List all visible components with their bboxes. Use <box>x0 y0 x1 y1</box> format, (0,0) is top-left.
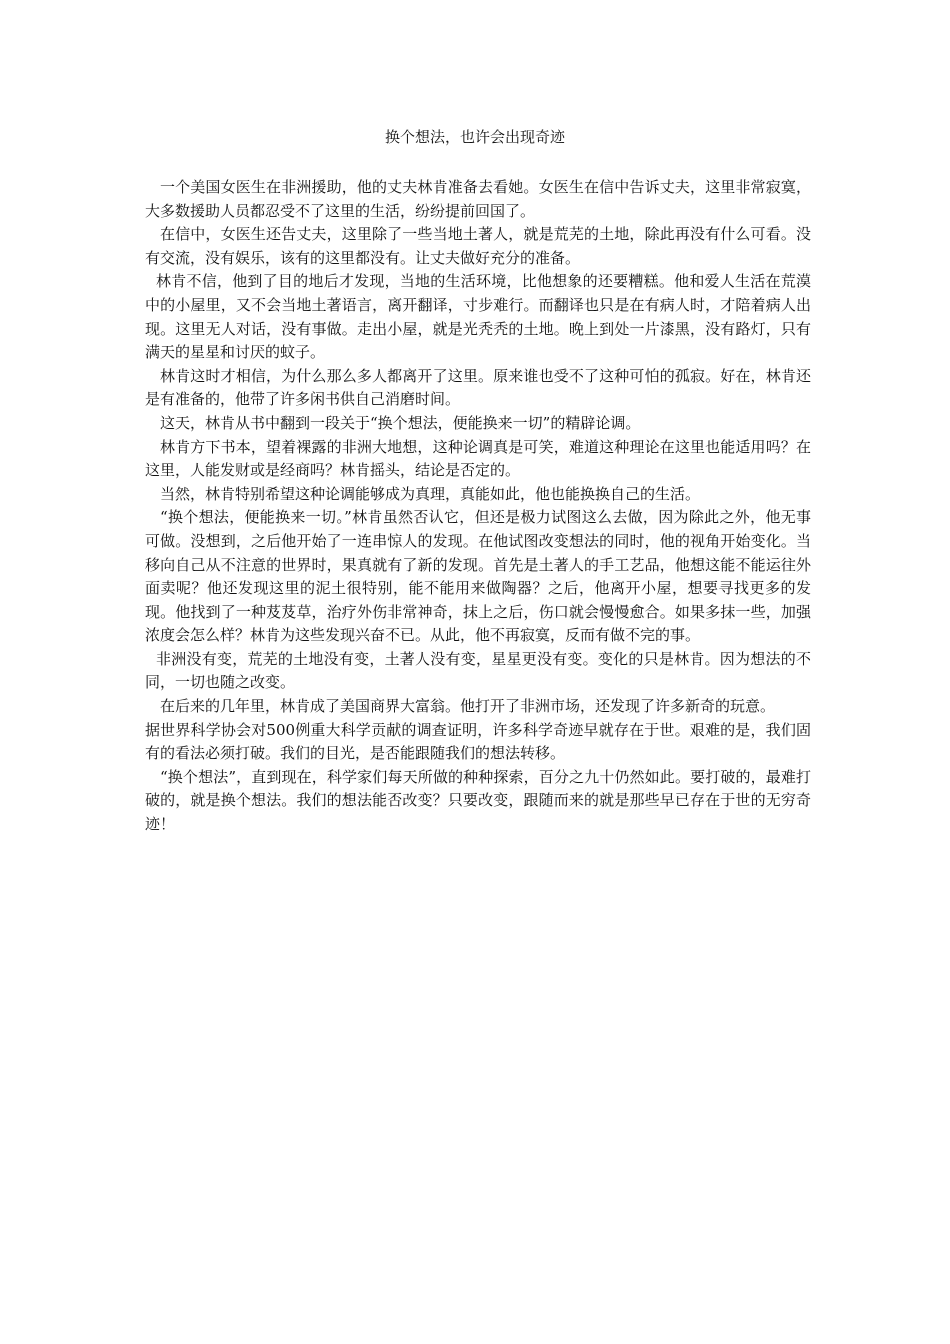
document-body <box>145 176 811 837</box>
paragraph-10: 在后来的几年里，林肯成了美国商界大富翁。他打开了非洲市场，还发现了许多新奇的玩意。 <box>160 697 776 716</box>
paragraph-8: “换个想法，便能换来一切。”林肯虽然否认它，但还是极力试图这么去做，因为除此之外，他无事可做。没想到，之后他开始了一连串惊人的发现。在他试图改变想法的同时，他的视角开始变化。当移向自己从不注意的世界时，果真就有了新的发现。首先是土著人的手工艺品，他想这能不能运往外面卖呢？他还发现这里的泥土很特别，能不能用来做陶器？之后，他离开小屋，想要寻找更多的发现。他找到了一种芨芨草，治疗外伤非常神奇，抹上之后，伤口就会慢慢愈合。如果多抹一些，加强浓度会怎么样？林肯为这些发现兴奋不已。从此，他不再寂寞，反而有做不完的事。 <box>145 508 811 645</box>
paragraph-1: 一个美国女医生在非洲援助，他的丈夫林肯准备去看她。女医生在信中告诉丈夫，这里非常寂寞，大多数援助人员都忍受不了这里的生活，纷纷提前回国了。 <box>145 178 811 220</box>
paragraph-9: 非洲没有变，荒芜的土地没有变，土著人没有变，星星更没有变。变化的只是林肯。因为想法的不同，一切也随之改变。 <box>145 649 811 692</box>
paragraph-6: 林肯方下书本，望着裸露的非洲大地想，这种论调真是可笑，难道这种理论在这里也能适用吗？在这里，人能发财或是经商吗？林肯摇头，结论是否定的。 <box>145 437 811 480</box>
paragraph-3: 林肯不信，他到了目的地后才发现，当地的生活环境，比他想象的还要糟糕。他和爱人生活在荒漠中的小屋里，又不会当地土著语言，离开翻译，寸步难行。而翻译也只是在有病人时，才陪着病人出现。这里无人对话，没有事做。走出小屋，就是光秃秃的土地。晚上到处一片漆黑，没有路灯，只有满天的星星和讨厌的蚊子。 <box>145 272 811 362</box>
paragraph-12: “换个想法”，直到现在，科学家们每天所做的种种探索，百分之九十仍然如此。要打破的，最难打破的，就是换个想法。我们的想法能否改变？只要改变，跟随而来的就是那些早已存在于世的无穷奇迹！ <box>145 767 811 834</box>
document-title: 换个想法，也许会出现奇迹 <box>384 128 565 146</box>
paragraph-2: 在信中，女医生还告丈夫，这里除了一些当地土著人，就是荒芜的土地，除此再没有什么可看。没有交流，没有娱乐，该有的这里都没有。让丈夫做好充分的准备。 <box>145 225 811 267</box>
paragraph-5: 这天，林肯从书中翻到一段关于“换个想法，便能换来一切”的精辟论调。 <box>160 413 641 432</box>
paragraph-4: 林肯这时才相信，为什么那么多人都离开了这里。原来谁也受不了这种可怕的孤寂。好在，林肯还是有准备的，他带了许多闲书供自己消磨时间。 <box>145 366 811 409</box>
paragraph-11: 据世界科学协会对500例重大科学贡献的调查证明，许多科学奇迹早就存在于世。艰难的是，我们固有的看法必须打破。我们的目光，是否能跟随我们的想法转移。 <box>145 720 811 763</box>
paragraph-7: 当然，林肯特别希望这种论调能够成为真理，真能如此，他也能换换自己的生活。 <box>160 484 701 503</box>
